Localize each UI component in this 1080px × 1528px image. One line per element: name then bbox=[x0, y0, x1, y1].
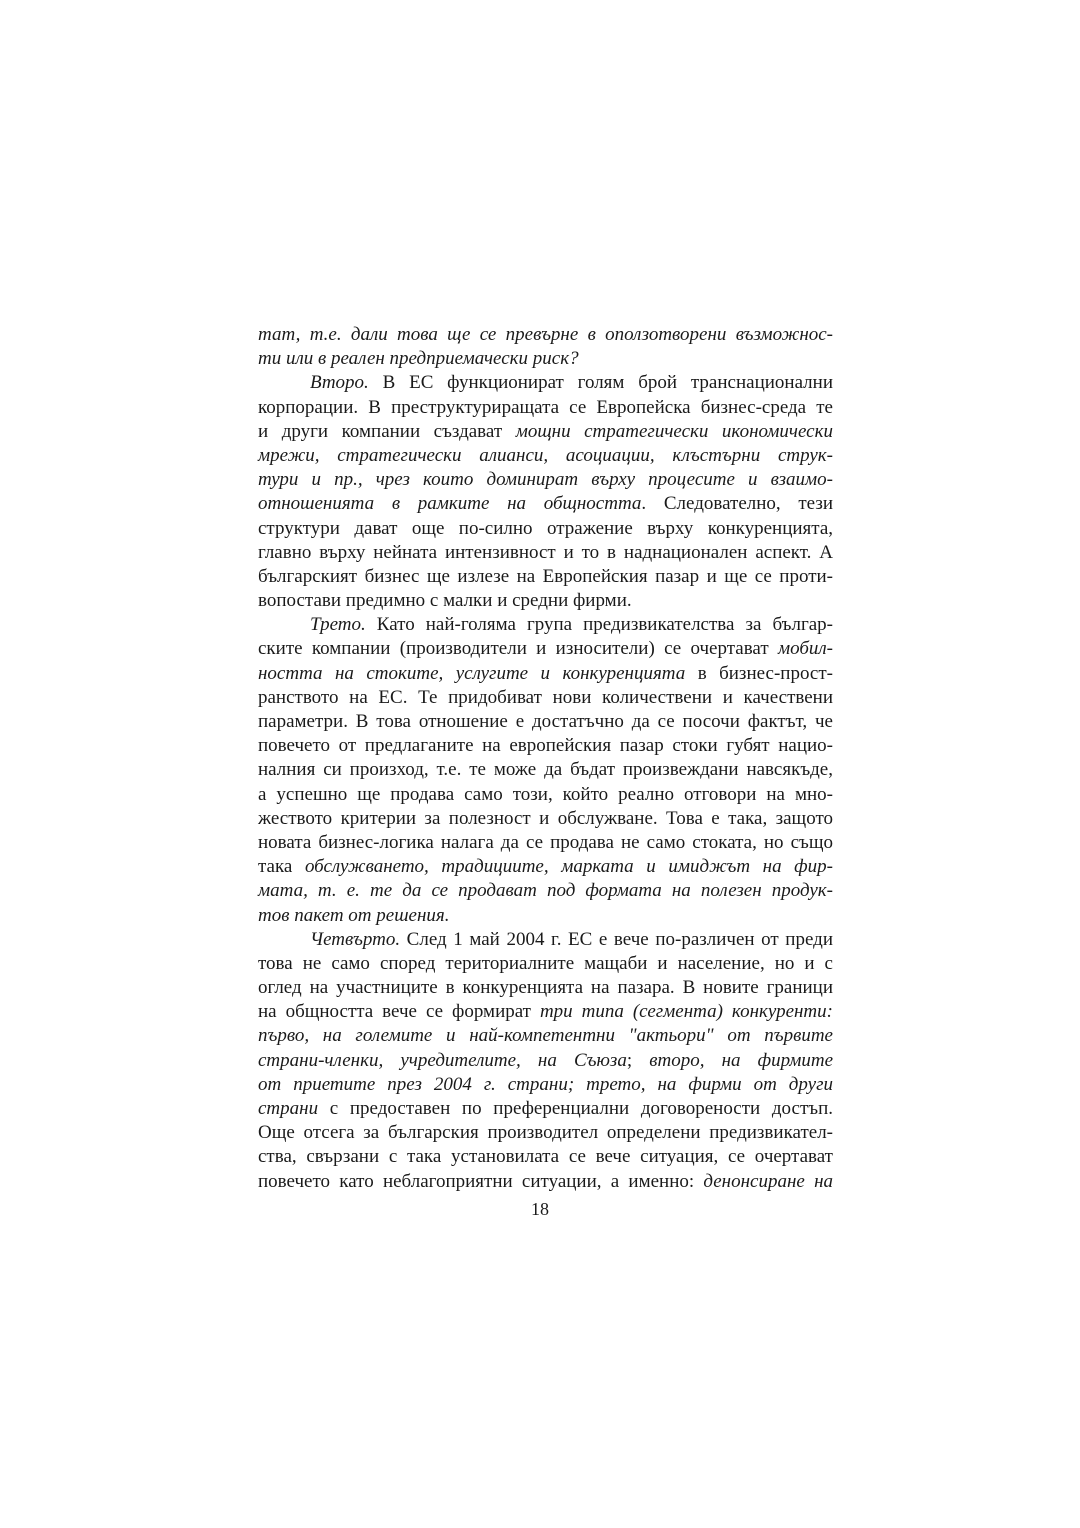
text-run: ства, свързани с така установилата се вече ситуация, се очертават bbox=[258, 1146, 833, 1168]
text-line bbox=[258, 855, 833, 879]
italic-text: ти или в реален предприемачески риск? bbox=[258, 348, 579, 370]
italic-text: три типа (сегмента) конкуренти: bbox=[539, 1001, 833, 1023]
text-run: ранството на ЕС. Те придобиват нови количествени и качествени bbox=[258, 686, 833, 708]
text-run: структури дават още по-силно отражение върху конкуренцията, bbox=[258, 517, 833, 539]
italic-text: първо, на големите и най-компетентни "актьори" от първите bbox=[258, 1025, 833, 1047]
text-run: това не само според териториалните мащаби и население, но и с bbox=[258, 952, 833, 974]
italic-text: ността на стоките, услугите и конкуренцията bbox=[258, 662, 686, 684]
text-line bbox=[258, 928, 833, 952]
italic-text: обслужването, традициите, марката и имиджът на фир- bbox=[304, 856, 833, 878]
text-line bbox=[258, 734, 833, 758]
text-run: . Следователно, тези bbox=[641, 493, 833, 515]
text-line bbox=[258, 1073, 833, 1097]
text-line bbox=[258, 879, 833, 903]
text-line bbox=[258, 1170, 833, 1194]
italic-text: Трето. bbox=[310, 614, 366, 636]
text-line bbox=[258, 831, 833, 855]
text-line bbox=[258, 637, 833, 661]
text-run: а успешно ще продава само този, който реално отговори на мно- bbox=[258, 783, 833, 805]
text-run: така bbox=[258, 856, 305, 878]
text-run: вопостави предимно с малки и средни фирми. bbox=[258, 590, 632, 612]
text-run: корпорации. В преструктуриращата се Европейска бизнес-среда те bbox=[258, 396, 833, 418]
text-run: новата бизнес-логика налага да се продава не само стоката, но също bbox=[258, 831, 833, 853]
text-run: повечето от предлаганите на европейския пазар стоки губят нацио- bbox=[258, 735, 833, 757]
text-line bbox=[258, 904, 833, 928]
text-run: българският бизнес ще излезе на Европейския пазар и ще се проти- bbox=[258, 565, 833, 587]
italic-text: страни bbox=[258, 1098, 319, 1119]
italic-text: мощни стратегически икономически bbox=[515, 420, 833, 442]
italic-text: мобил- bbox=[777, 638, 833, 660]
text-run: ските компании (производители и износители) се очертават bbox=[258, 638, 778, 660]
italic-text: второ, на фирмите bbox=[649, 1049, 834, 1071]
text-line bbox=[258, 662, 833, 686]
text-line bbox=[258, 758, 833, 782]
text-line bbox=[258, 565, 833, 589]
italic-text: тат, т.е. дали това ще се превърне в оползотворени възможнос- bbox=[258, 324, 833, 345]
text-line bbox=[258, 468, 833, 492]
italic-text: Второ. bbox=[310, 372, 369, 394]
italic-text: от приетите през 2004 г. страни; трето, на фирми от други bbox=[258, 1073, 833, 1095]
text-line bbox=[258, 444, 833, 468]
text-line bbox=[258, 976, 833, 1000]
text-line bbox=[258, 686, 833, 710]
text-line bbox=[258, 541, 833, 565]
text-line bbox=[258, 492, 833, 516]
text-run: в бизнес-прост- bbox=[685, 662, 833, 684]
text-run: След 1 май 2004 г. ЕС е вече по-различен от преди bbox=[400, 928, 833, 950]
text-line bbox=[258, 323, 833, 347]
text-run: оглед на участниците в конкуренцията на пазара. В новите граници bbox=[258, 977, 833, 999]
italic-text: денонсиране на bbox=[703, 1170, 833, 1192]
italic-text: Четвърто. bbox=[310, 928, 401, 950]
italic-text: страни-членки, учредителите, на Съюза bbox=[258, 1049, 627, 1071]
text-line bbox=[258, 613, 833, 637]
text-line bbox=[258, 517, 833, 541]
text-run: главно върху нейната интензивност и то в наднационален аспект. А bbox=[258, 541, 833, 563]
text-run: на общността вече се формират bbox=[258, 1001, 540, 1023]
text-line bbox=[258, 807, 833, 831]
text-line bbox=[258, 710, 833, 734]
text-line bbox=[258, 1049, 833, 1073]
text-line bbox=[258, 952, 833, 976]
text-line bbox=[258, 1097, 833, 1121]
text-run: и други компании създават bbox=[258, 420, 516, 442]
text-run: налния си произход, т.е. те може да бъдат произвеждани навсякъде, bbox=[258, 759, 833, 781]
text-line bbox=[258, 1024, 833, 1048]
text-line bbox=[258, 589, 833, 613]
text-line bbox=[258, 371, 833, 395]
text-line bbox=[258, 1145, 833, 1169]
italic-text: мата, т. е. те да се продават под формата на полезен продук- bbox=[258, 880, 833, 902]
italic-text: отношенията в рамките на общността bbox=[258, 493, 642, 515]
text-run: Още отсега за българския производител определени предизвикател- bbox=[258, 1122, 833, 1144]
text-line bbox=[258, 420, 833, 444]
italic-text: тури и пр., чрез които доминират върху процесите и взаимо- bbox=[258, 469, 833, 491]
text-line bbox=[258, 783, 833, 807]
text-run: В ЕС функционират голям брой транснационални bbox=[368, 372, 833, 394]
text-run: с предоставен по преференциални договорености достъп. bbox=[318, 1098, 833, 1119]
text-run: параметри. В това отношение е достатъчно да се посочи фактът, че bbox=[258, 711, 833, 732]
text-run: повечето като неблагоприятни ситуации, а именно: bbox=[258, 1170, 704, 1192]
text-run: Като най-голяма група предизвикателства за българ- bbox=[365, 614, 833, 636]
page-number: 18 bbox=[531, 1199, 549, 1219]
italic-text: мрежи, стратегически алианси, асоциации, клъстърни струк- bbox=[258, 444, 833, 466]
text-line bbox=[258, 396, 833, 420]
text-line bbox=[258, 1121, 833, 1145]
text-line bbox=[258, 347, 833, 371]
text-run: ; bbox=[626, 1049, 650, 1071]
text-run: жеството критерии за полезност и обслужване. Това е така, защото bbox=[258, 807, 833, 829]
text-line bbox=[258, 1000, 833, 1024]
italic-text: тов пакет от решения. bbox=[258, 904, 450, 926]
body-text bbox=[258, 323, 833, 1194]
